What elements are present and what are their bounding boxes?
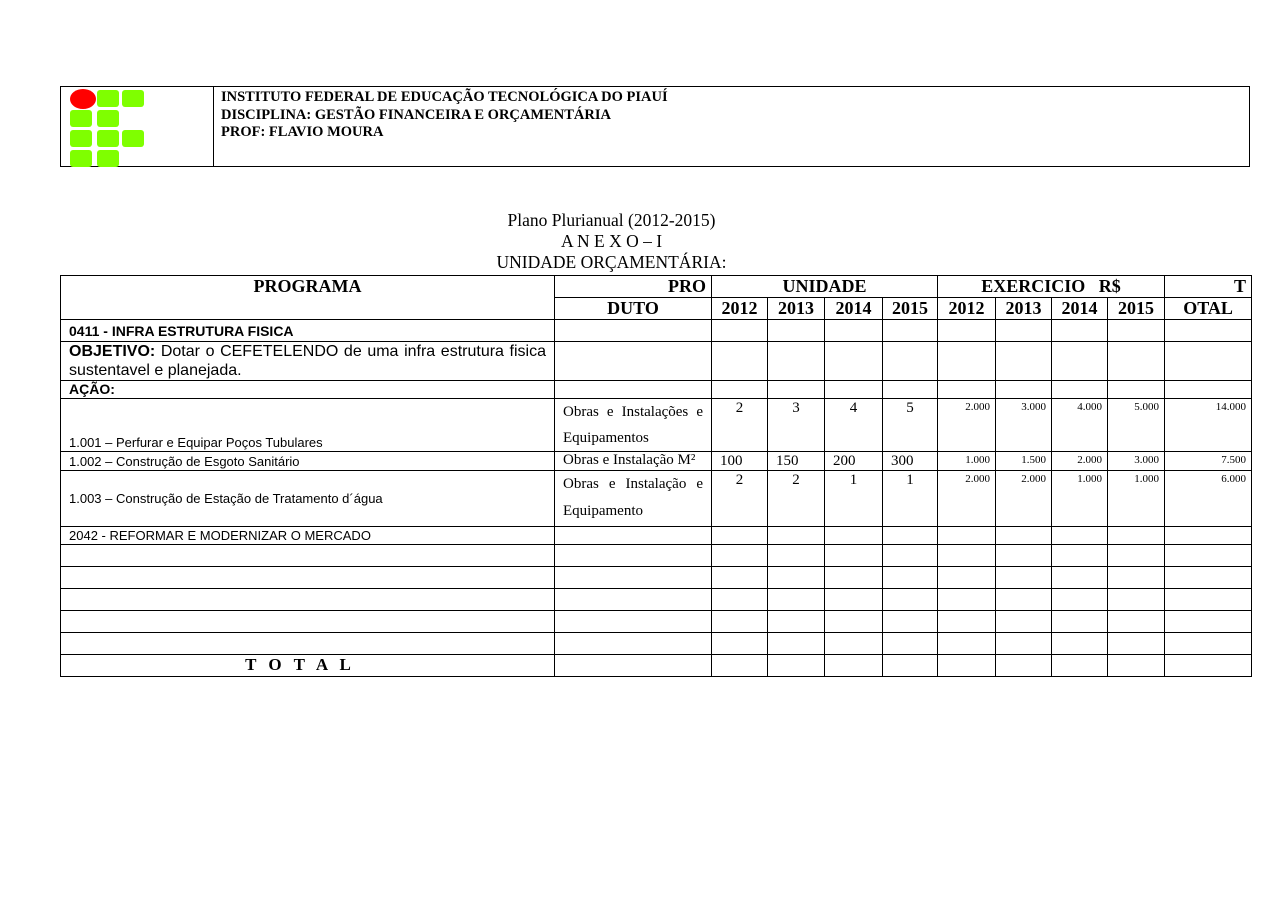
program-row — [61, 527, 1252, 545]
action-label: AÇÃO: — [61, 381, 555, 399]
program-title: 0411 - INFRA ESTRUTURA FISICA — [61, 320, 555, 342]
empty-row — [61, 611, 1252, 633]
exercicio-value: 1.000 — [1108, 471, 1165, 527]
header-year-unidade: 2015 — [883, 298, 938, 320]
exercicio-value: 1.000 — [1052, 471, 1108, 527]
action-product: Obras e Instalação e Equipamento — [555, 471, 712, 527]
empty-row — [61, 589, 1252, 611]
header-year-exercicio: 2014 — [1052, 298, 1108, 320]
program-row — [61, 320, 1252, 342]
logo-green-square — [122, 90, 144, 107]
discipline-name: DISCIPLINA: GESTÃO FINANCEIRA E ORÇAMENTÁRIA — [221, 106, 611, 123]
logo-green-square — [122, 130, 144, 147]
header-total-bottom: OTAL — [1165, 298, 1252, 320]
logo-green-square — [97, 90, 119, 107]
objective-row — [61, 342, 1252, 381]
exercicio-value: 3.000 — [996, 399, 1052, 452]
header-year-unidade: 2012 — [712, 298, 768, 320]
exercicio-value: 3.000 — [1108, 452, 1165, 471]
total-label: T O T A L — [61, 655, 555, 677]
unidade-value: 200 — [825, 452, 883, 471]
institution-logo — [69, 89, 149, 167]
header-unidade: UNIDADE — [712, 276, 938, 298]
header-text — [221, 89, 668, 142]
logo-green-square — [70, 150, 92, 167]
header-row — [61, 276, 1252, 298]
action-name: 1.003 – Construção de Estação de Tratamento d´água — [61, 471, 555, 527]
exercicio-value: 1.500 — [996, 452, 1052, 471]
action-name: 1.002 – Construção de Esgoto Sanitário — [61, 452, 555, 471]
exercicio-value: 2.000 — [938, 471, 996, 527]
empty-row — [61, 633, 1252, 655]
unidade-value: 2 — [712, 471, 768, 527]
exercicio-value: 5.000 — [1108, 399, 1165, 452]
unidade-value: 3 — [768, 399, 825, 452]
unidade-value: 4 — [825, 399, 883, 452]
header-produto-top: PRO — [555, 276, 712, 298]
objective-description: Dotar o CEFETELENDO de uma infra estrutura fisica sustentavel e planejada. — [69, 343, 546, 379]
unidade-value: 5 — [883, 399, 938, 452]
title-block — [0, 210, 1223, 273]
action-label-row — [61, 381, 1252, 399]
exercicio-value: 2.000 — [1052, 452, 1108, 471]
header-exercicio: EXERCICIO R$ — [938, 276, 1165, 298]
program-title: 2042 - REFORMAR E MODERNIZAR O MERCADO — [61, 527, 555, 545]
unit-title: UNIDADE ORÇAMENTÁRIA: — [496, 252, 727, 272]
logo-green-square — [97, 150, 119, 167]
unidade-value: 150 — [768, 452, 825, 471]
action-product: Obras e Instalações e Equipamentos — [555, 399, 712, 452]
exercicio-value: 1.000 — [938, 452, 996, 471]
table-row — [61, 471, 1252, 527]
objective-text — [61, 342, 555, 381]
header-year-exercicio: 2015 — [1108, 298, 1165, 320]
table-row — [61, 452, 1252, 471]
professor-name: PROF: FLAVIO MOURA — [221, 124, 384, 140]
exercicio-value: 2.000 — [938, 399, 996, 452]
header-year-unidade: 2014 — [825, 298, 883, 320]
unidade-value: 1 — [825, 471, 883, 527]
row-total: 6.000 — [1165, 471, 1252, 527]
objective-label: OBJETIVO: — [69, 343, 156, 360]
logo-green-square — [70, 110, 92, 127]
logo-green-square — [97, 130, 119, 147]
header-total-top: T — [1165, 276, 1252, 298]
budget-table — [60, 275, 1252, 677]
row-total: 14.000 — [1165, 399, 1252, 452]
header-year-exercicio: 2013 — [996, 298, 1052, 320]
empty-row — [61, 545, 1252, 567]
logo-cell — [61, 87, 214, 166]
row-total: 7.500 — [1165, 452, 1252, 471]
institution-name: INSTITUTO FEDERAL DE EDUCAÇÃO TECNOLÓGICA DO PIAUÍ — [221, 89, 668, 105]
logo-green-square — [70, 130, 92, 147]
unidade-value: 1 — [883, 471, 938, 527]
header-year-unidade: 2013 — [768, 298, 825, 320]
table-row — [61, 399, 1252, 452]
unidade-value: 2 — [712, 399, 768, 452]
logo-green-square — [97, 110, 119, 127]
header-year-exercicio: 2012 — [938, 298, 996, 320]
exercicio-value: 2.000 — [996, 471, 1052, 527]
empty-row — [61, 567, 1252, 589]
header-produto-bottom: DUTO — [555, 298, 712, 320]
logo-red-circle — [70, 89, 96, 109]
unidade-value: 100 — [712, 452, 768, 471]
unidade-value: 2 — [768, 471, 825, 527]
document-header — [60, 86, 1250, 167]
page-title: Plano Plurianual (2012-2015) — [507, 210, 716, 230]
total-row — [61, 655, 1252, 677]
unidade-value: 300 — [883, 452, 938, 471]
header-programa: PROGRAMA — [61, 276, 555, 320]
action-name: 1.001 – Perfurar e Equipar Poços Tubulares — [61, 399, 555, 452]
action-product: Obras e Instalação M² — [555, 452, 712, 471]
exercicio-value: 4.000 — [1052, 399, 1108, 452]
annex-title: A N E X O – I — [560, 231, 663, 251]
